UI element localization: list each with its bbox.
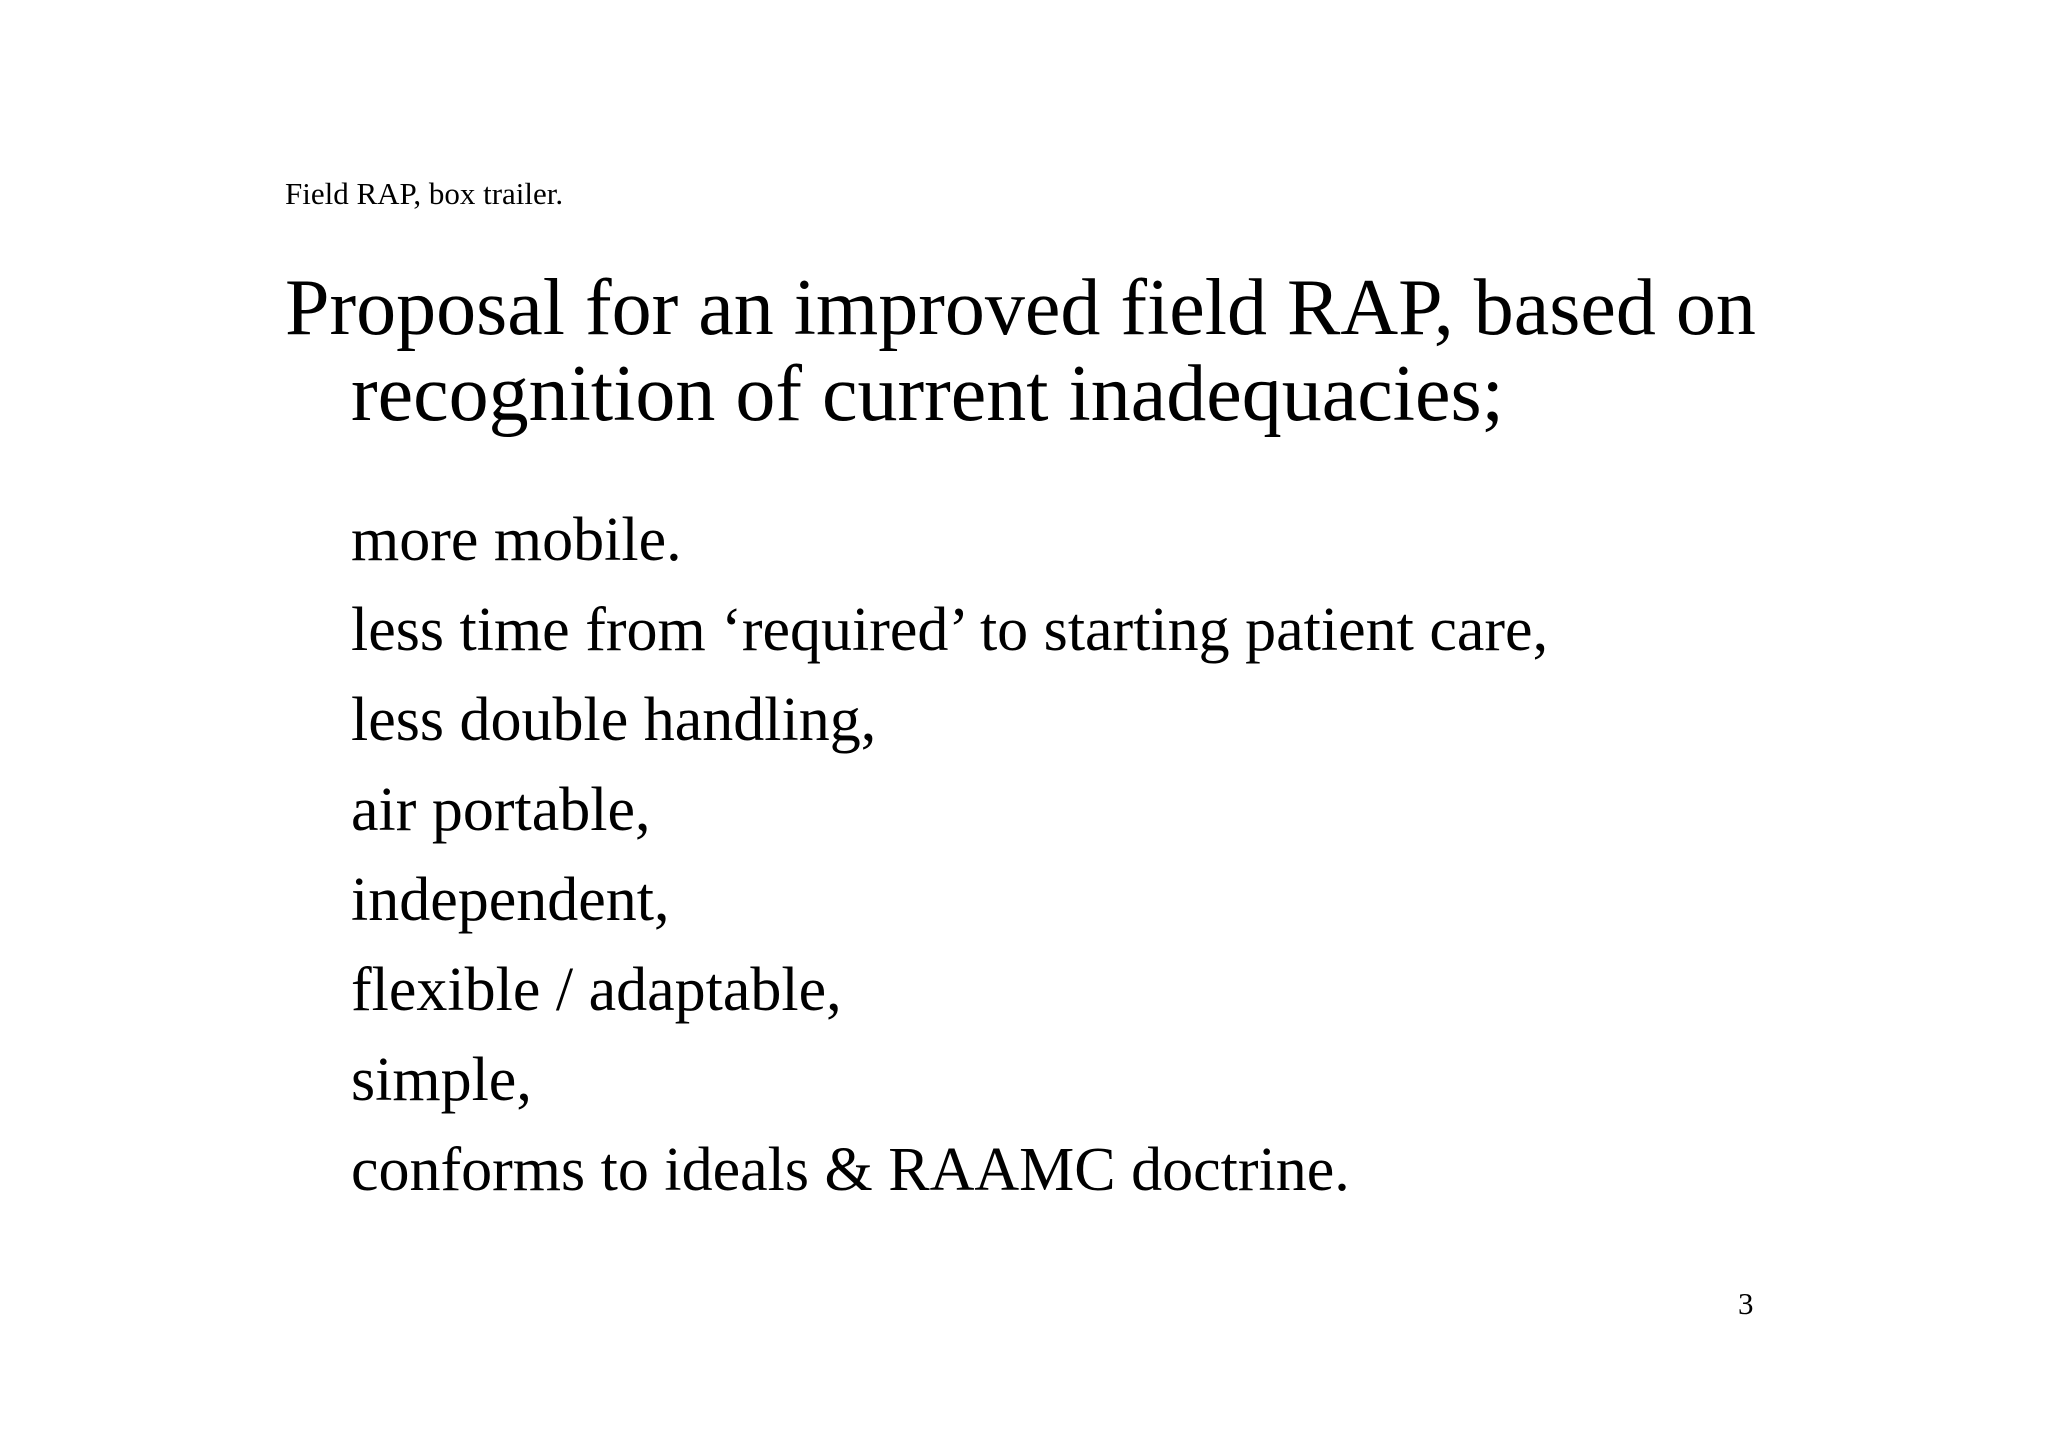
list-item: less time from ‘required’ to starting patient care,: [351, 596, 1549, 664]
requirements-list: [351, 495, 1548, 1215]
title-line-2: recognition of current inadequacies;: [351, 350, 1504, 438]
list-item: flexible / adaptable,: [351, 956, 842, 1024]
list-item: conforms to ideals & RAAMC doctrine.: [351, 1136, 1350, 1204]
list-item: independent,: [351, 866, 670, 934]
list-item: simple,: [351, 1046, 532, 1114]
title-line-1: Proposal for an improved field RAP, based on: [285, 264, 1756, 352]
slide-header: Field RAP, box trailer.: [285, 176, 564, 211]
list-item: more mobile.: [351, 506, 682, 574]
slide-title: [285, 265, 1785, 437]
page-number: 3: [1738, 1286, 1754, 1321]
list-item: less double handling,: [351, 686, 877, 754]
list-item: air portable,: [351, 776, 651, 844]
